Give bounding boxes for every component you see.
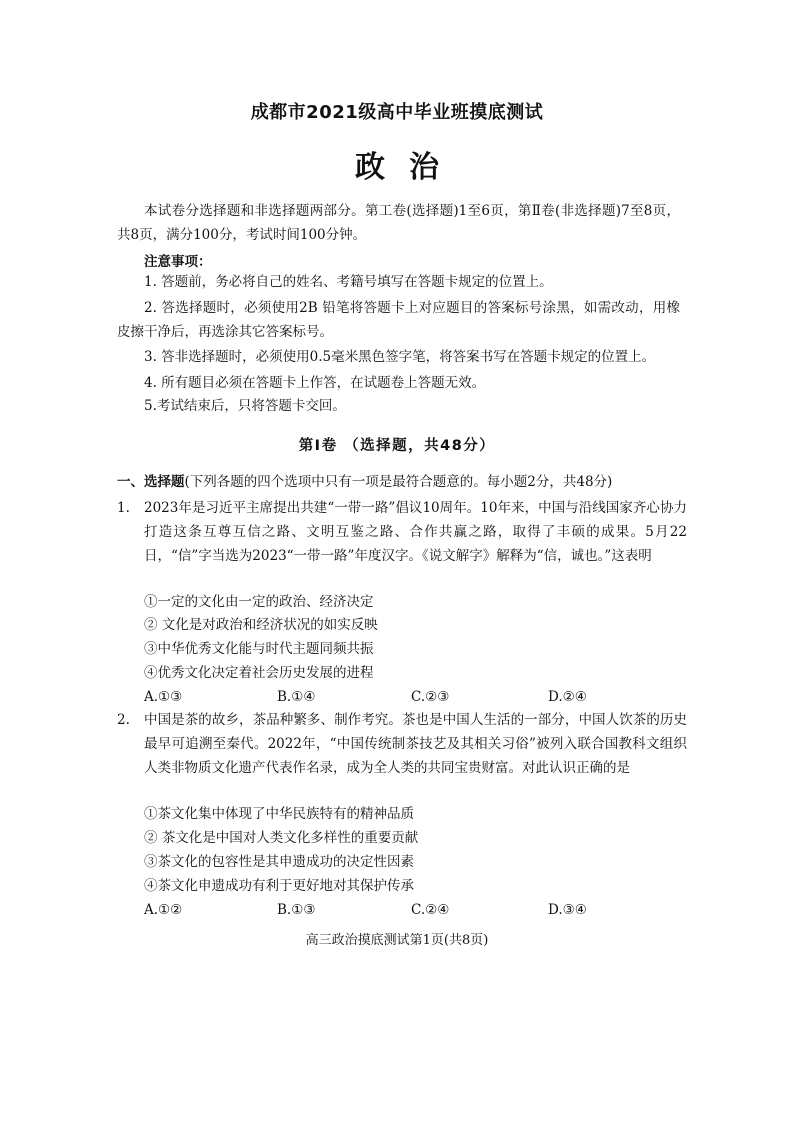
answer-choice: C.②④	[411, 902, 450, 918]
answer-choice: B.①④	[277, 689, 316, 705]
answer-choice: C.②③	[411, 689, 450, 705]
section-note: (下列各题的四个选项中只有一项是最符合题意的。每小题2分，共48分)	[184, 474, 613, 490]
notice-heading: 注意事项：	[144, 254, 212, 270]
question-option: ①茶文化集中体现了中华民族特有的精神品质	[144, 806, 414, 822]
notice-item: 1. 答题前，务必将自己的姓名、考籍号填写在答题卡规定的位置上。	[144, 274, 553, 290]
question-option: ② 文化是对政治和经济状况的如实反映	[144, 617, 378, 633]
question-option: ③茶文化的包容性是其申遗成功的决定性因素	[144, 854, 414, 870]
question-option: ② 茶文化是中国对人类文化多样性的重要贡献	[144, 830, 419, 846]
subject-title: 政治	[355, 150, 463, 185]
notice-item: 4. 所有题目必须在答题卡上作答，在试题卷上答题无效。	[144, 375, 486, 391]
notice-item: 5.考试结束后，只将答题卡交回。	[144, 398, 346, 414]
part-title: 第Ⅰ卷 （选择题，共48分）	[298, 438, 496, 454]
answer-choice: D.③④	[548, 902, 587, 918]
page-footer: 高三政治摸底测试第1页(共8页)	[305, 933, 489, 948]
notice-item: 3. 答非选择题时，必须使用0.5毫米黑色签字笔，将答案书写在答题卡规定的位置上。	[144, 349, 656, 365]
answer-choice: A.①②	[144, 902, 183, 918]
notice-item: 2. 答选择题时，必须使用2B 铅笔将答题卡上对应题目的答案标号涂黑，如需改动，用橡皮擦干净后，再选涂其它答案标号。	[117, 300, 680, 340]
question-option: ①一定的文化由一定的政治、经济决定	[144, 594, 374, 610]
section-label: 一、选择题	[117, 474, 185, 490]
intro-paragraph: 本试卷分选择题和非选择题两部分。第工卷(选择题)1至6页，第Ⅱ卷(非选择题)7至8页，共8页，满分100分，考试时间100分钟。	[117, 203, 680, 243]
question-stem: 中国是茶的故乡，茶品种繁多、制作考究。茶也是中国人生活的一部分，中国人饮茶的历史最早可追溯至秦代。2022年，“中国传统制茶技艺及其相关习俗”被列入联合国教科文组织人类非物质文化遗产代表作名录，成为全人类的共同宝贵财富。对此认识正确的是	[144, 712, 687, 776]
answer-choice: A.①③	[144, 689, 183, 705]
question-number: 2.	[117, 712, 130, 728]
question-number: 1.	[117, 500, 130, 516]
question-option: ④茶文化申遗成功有利于更好地对其保护传承	[144, 878, 414, 894]
answer-choice: D.②④	[548, 689, 587, 705]
section-heading	[117, 470, 687, 494]
answer-choice: B.①③	[277, 902, 316, 918]
question-stem: 2023年是习近平主席提出共建“一带一路”倡议10周年。10年来，中国与沿线国家齐心协力打造这条互尊互信之路、文明互鉴之路、合作共赢之路，取得了丰硕的成果。5月22日，“信”字当选为2023“一带一路”年度汉字。《说文解字》解释为“信，诚也。”这表明	[144, 500, 687, 564]
question-option: ④优秀文化决定着社会历史发展的进程	[144, 665, 374, 681]
question-option: ③中华优秀文化能与时代主题同频共振	[144, 641, 374, 657]
exam-title: 成都市2021级高中毕业班摸底测试	[250, 102, 544, 123]
